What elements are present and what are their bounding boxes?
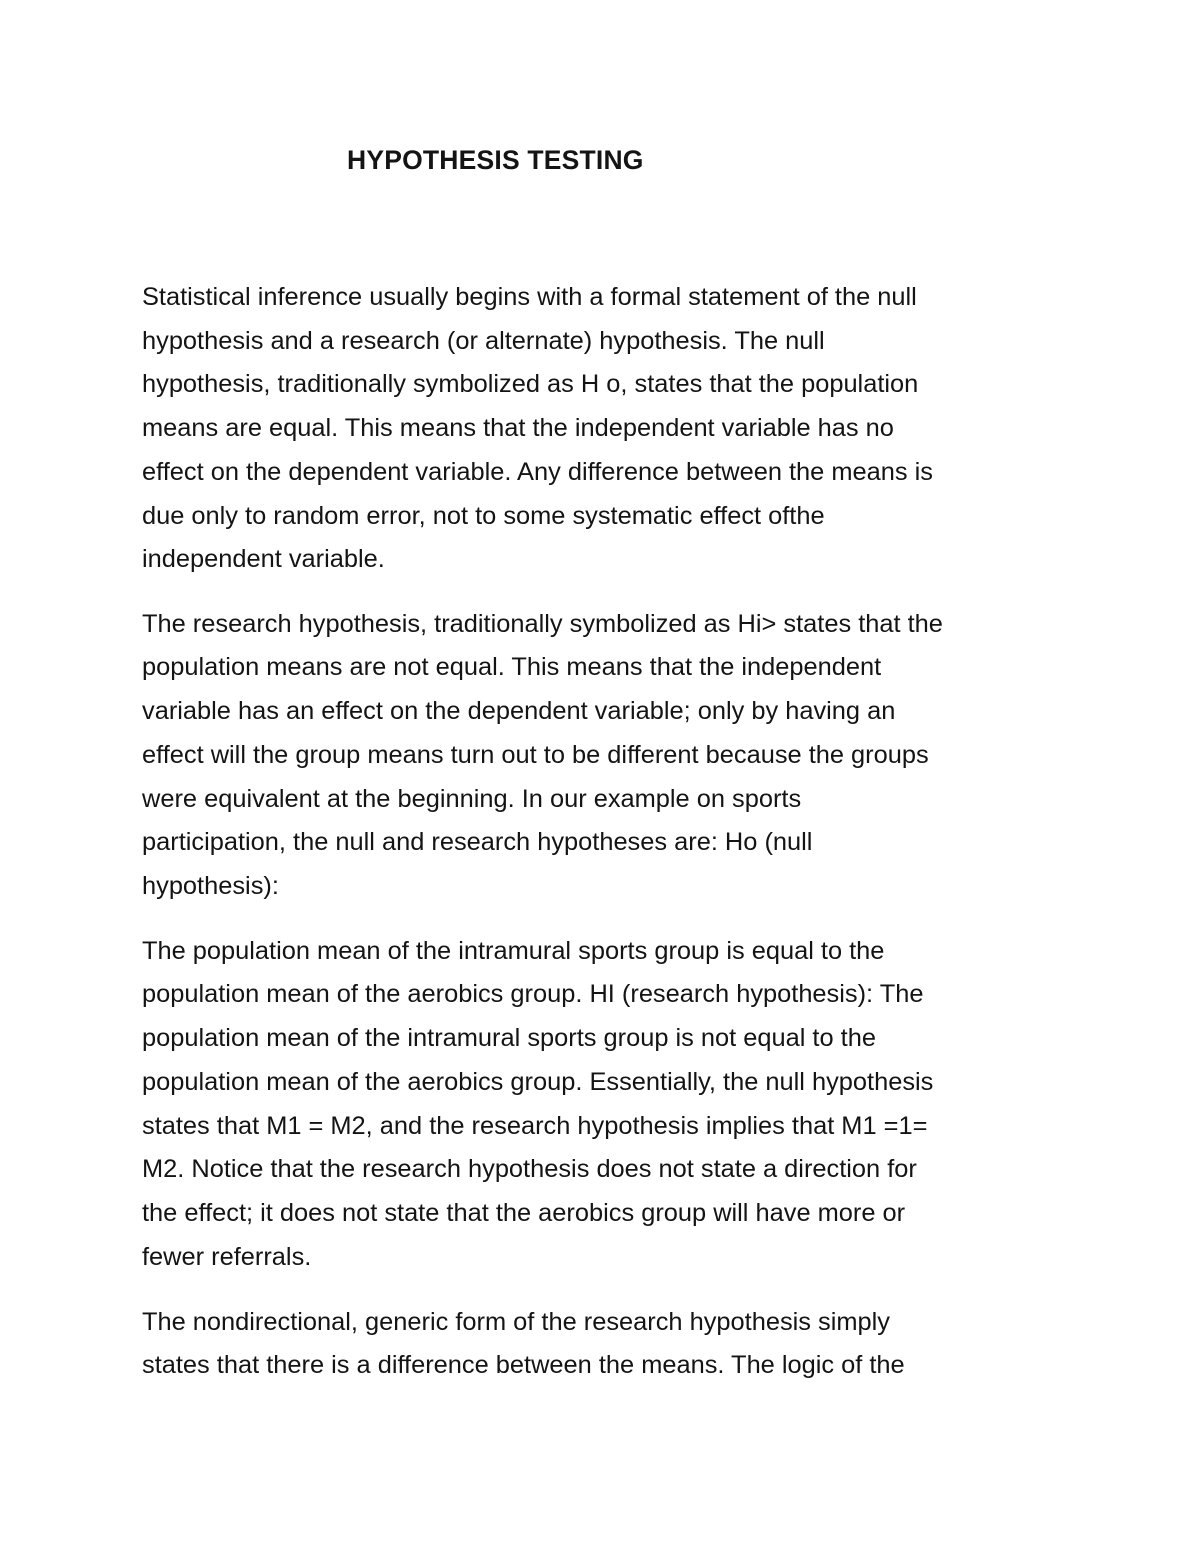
paragraph-3-line-5: states that M1 = M2, and the research hypothesis implies that M1 =1= xyxy=(142,1112,928,1140)
paragraph-2-line-5: were equivalent at the beginning. In our example on sports xyxy=(142,785,802,813)
paragraph-3-line-2: population mean of the aerobics group. HI (research hypothesis): The xyxy=(142,980,924,1008)
paragraph-2-line-7: hypothesis): xyxy=(142,872,279,900)
paragraph-3-line-3: population mean of the intramural sports group is not equal to the xyxy=(142,1024,876,1052)
paragraph-3-line-8: fewer referrals. xyxy=(142,1243,312,1271)
paragraph-2-line-3: variable has an effect on the dependent variable; only by having an xyxy=(142,697,896,725)
paragraph-3-line-1: The population mean of the intramural sports group is equal to the xyxy=(142,937,885,965)
paragraph-1-line-6: due only to random error, not to some systematic effect ofthe xyxy=(142,502,825,530)
paragraph-4-line-2: states that there is a difference between the means. The logic of the xyxy=(142,1351,905,1379)
document-title: HYPOTHESIS TESTING xyxy=(347,145,644,175)
paragraph-3-line-6: M2. Notice that the research hypothesis does not state a direction for xyxy=(142,1155,917,1183)
paragraph-3-line-4: population mean of the aerobics group. Essentially, the null hypothesis xyxy=(142,1068,934,1096)
paragraph-4-line-1: The nondirectional, generic form of the research hypothesis simply xyxy=(142,1308,890,1336)
paragraph-1-line-3: hypothesis, traditionally symbolized as H o, states that the population xyxy=(142,370,919,398)
paragraph-2-line-2: population means are not equal. This means that the independent xyxy=(142,653,882,681)
paragraph-1-line-1: Statistical inference usually begins with a formal statement of the null xyxy=(142,283,917,311)
paragraph-1-line-4: means are equal. This means that the independent variable has no xyxy=(142,414,894,442)
paragraph-2-line-4: effect will the group means turn out to be different because the groups xyxy=(142,741,929,769)
paragraph-1-line-5: effect on the dependent variable. Any difference between the means is xyxy=(142,458,933,486)
paragraph-3-line-7: the effect; it does not state that the aerobics group will have more or xyxy=(142,1199,906,1227)
paragraph-1-line-7: independent variable. xyxy=(142,545,385,573)
paragraph-2-line-6: participation, the null and research hypotheses are: Ho (null xyxy=(142,828,813,856)
paragraph-2-line-1: The research hypothesis, traditionally symbolized as Hi> states that the xyxy=(142,610,943,638)
paragraph-1-line-2: hypothesis and a research (or alternate) hypothesis. The null xyxy=(142,327,825,355)
